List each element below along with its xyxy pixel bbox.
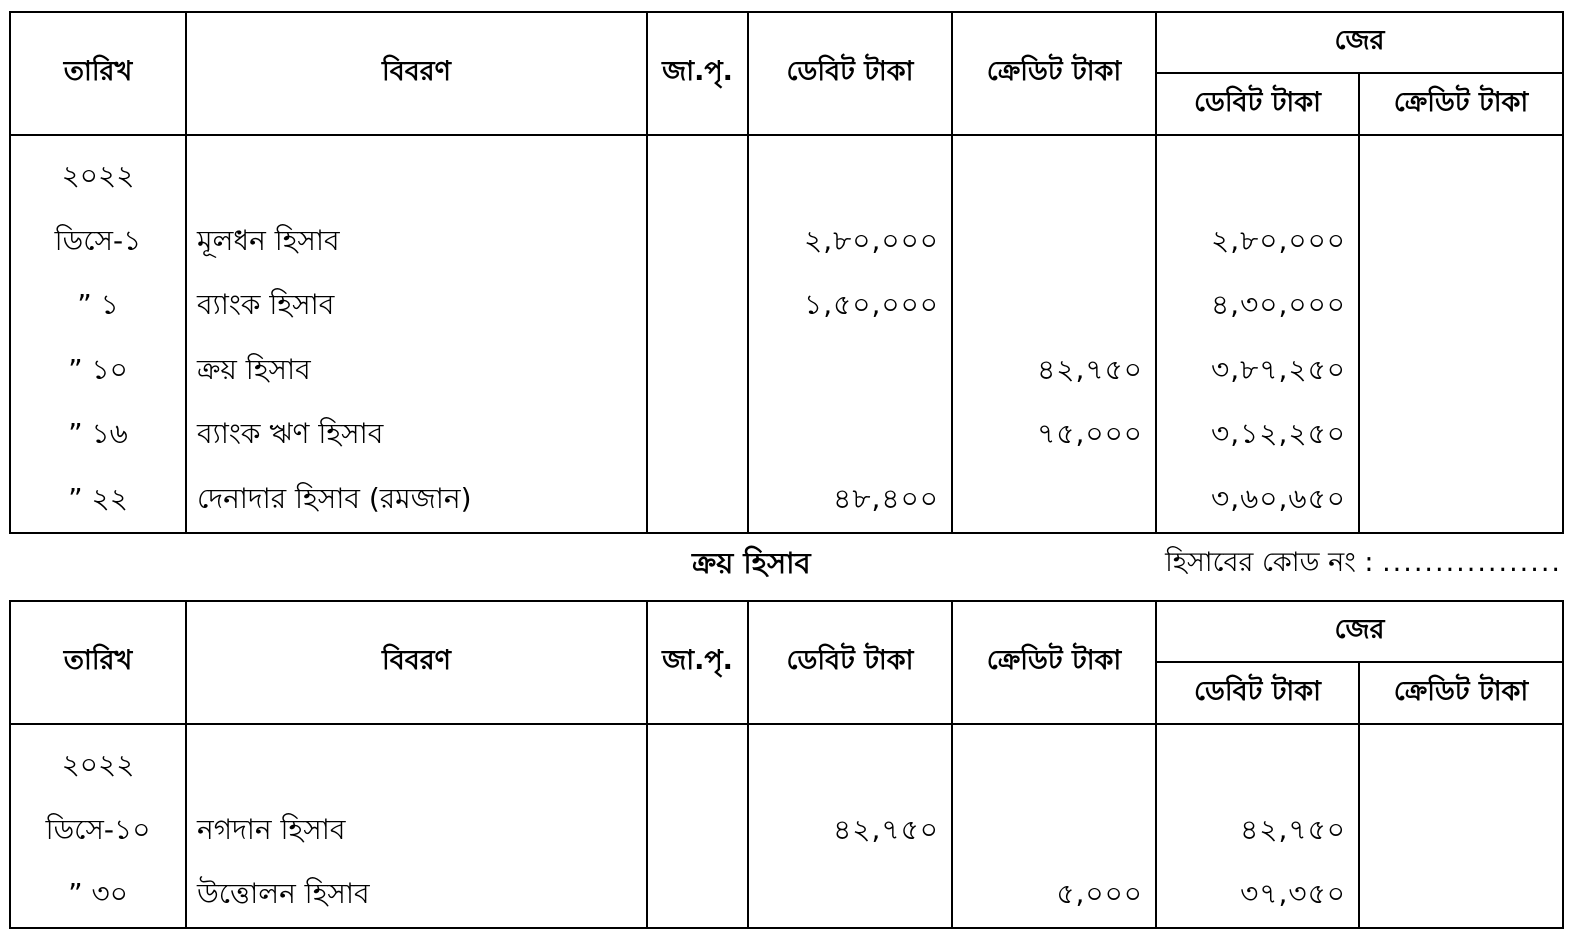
cell-credit: ৫,০০০ <box>1056 877 1143 911</box>
cell-bal-credit <box>1360 144 1562 209</box>
cell-date: ২০২২ <box>61 748 135 781</box>
header-balance-credit: ক্রেডিট টাকা <box>1359 73 1563 135</box>
account-code-label: হিসাবের কোড নং : <box>1165 547 1374 578</box>
cell-date: ” ১ <box>77 288 119 322</box>
cell-bal-debit: ৪,৩০,০০০ <box>1211 288 1346 322</box>
date-column <box>10 724 186 928</box>
cell-credit <box>953 798 1155 863</box>
cell-debit <box>749 733 951 798</box>
cell-credit: ৭৫,০০০ <box>1037 417 1143 451</box>
cell-debit: ১,৫০,০০০ <box>804 288 939 322</box>
balance-debit-column <box>1156 724 1359 928</box>
ledger-table-1 <box>9 11 1564 534</box>
cell-bal-debit: ৩,৬০,৬৫০ <box>1211 481 1346 515</box>
cell-desc <box>187 733 646 798</box>
cell-folio <box>648 144 747 209</box>
cell-folio <box>648 402 747 467</box>
cell-date: ২০২২ <box>61 159 135 192</box>
account-code <box>1165 540 1562 586</box>
balance-credit-column <box>1359 135 1563 533</box>
cell-debit <box>749 338 951 403</box>
cell-debit <box>749 144 951 209</box>
cell-date: ” ১০ <box>68 352 128 386</box>
header-balance: জের <box>1156 12 1563 73</box>
account-title: ক্রয় হিসাব <box>692 546 811 580</box>
header-balance-debit: ডেবিট টাকা <box>1156 662 1359 724</box>
balance-credit-column <box>1359 724 1563 928</box>
cell-folio <box>648 467 747 532</box>
header-balance-debit: ডেবিট টাকা <box>1156 73 1359 135</box>
header-credit: ক্রেডিট টাকা <box>952 12 1156 135</box>
cell-date: ” ৩০ <box>68 877 128 911</box>
cell-credit <box>953 733 1155 798</box>
header-folio: জা.পৃ. <box>647 601 748 724</box>
cell-desc: দেনাদার হিসাব (রমজান) <box>197 481 472 515</box>
account-title-bar <box>0 540 1590 586</box>
account-code-value: ................. <box>1382 547 1562 578</box>
header-credit: ক্রেডিট টাকা <box>952 601 1156 724</box>
credit-column <box>952 135 1156 533</box>
date-column <box>10 135 186 533</box>
cell-bal-credit <box>1360 862 1562 927</box>
ledger-table-2 <box>9 600 1564 929</box>
balance-debit-column <box>1156 135 1359 533</box>
cell-date: ডিসে-১ <box>54 223 142 257</box>
cell-date: ” ২২ <box>68 481 128 515</box>
cell-date: ” ১৬ <box>68 417 128 451</box>
cell-credit <box>953 467 1155 532</box>
cell-desc <box>187 144 646 209</box>
cell-bal-credit <box>1360 467 1562 532</box>
cell-desc: ব্যাংক ঋণ হিসাব <box>197 417 384 451</box>
cell-bal-credit <box>1360 338 1562 403</box>
cell-folio <box>648 209 747 274</box>
cell-date: ডিসে-১০ <box>45 812 151 846</box>
header-description: বিবরণ <box>186 12 647 135</box>
header-balance-credit: ক্রেডিট টাকা <box>1359 662 1563 724</box>
cell-bal-debit: ৩,৮৭,২৫০ <box>1211 352 1346 386</box>
cell-debit: ৪২,৭৫০ <box>833 812 939 846</box>
cell-credit: ৪২,৭৫০ <box>1037 352 1143 386</box>
cell-folio <box>648 338 747 403</box>
cell-bal-debit <box>1157 144 1358 209</box>
cell-bal-debit: ৩,১২,২৫০ <box>1211 417 1346 451</box>
cell-bal-credit <box>1360 209 1562 274</box>
credit-column <box>952 724 1156 928</box>
cell-debit <box>749 402 951 467</box>
cell-folio <box>648 273 747 338</box>
debit-column <box>748 135 952 533</box>
cell-folio <box>648 798 747 863</box>
cell-bal-debit <box>1157 733 1358 798</box>
cell-desc: ক্রয় হিসাব <box>197 352 311 386</box>
cell-bal-debit: ৩৭,৩৫০ <box>1240 877 1346 911</box>
description-column <box>186 135 647 533</box>
header-date: তারিখ <box>10 12 186 135</box>
header-date: তারিখ <box>10 601 186 724</box>
description-column <box>186 724 647 928</box>
cell-bal-credit <box>1360 273 1562 338</box>
cell-folio <box>648 862 747 927</box>
cell-credit <box>953 209 1155 274</box>
folio-column <box>647 135 748 533</box>
cell-bal-credit <box>1360 402 1562 467</box>
header-debit: ডেবিট টাকা <box>748 601 952 724</box>
cell-desc: ব্যাংক হিসাব <box>197 288 335 322</box>
cell-folio <box>648 733 747 798</box>
cell-desc: মূলধন হিসাব <box>197 223 340 257</box>
header-folio: জা.পৃ. <box>647 12 748 135</box>
cell-desc: উত্তোলন হিসাব <box>197 877 370 911</box>
cell-debit: ৪৮,৪০০ <box>833 481 939 515</box>
cell-bal-credit <box>1360 733 1562 798</box>
cell-debit: ২,৮০,০০০ <box>804 223 939 257</box>
cell-bal-credit <box>1360 798 1562 863</box>
debit-column <box>748 724 952 928</box>
cell-debit <box>749 862 951 927</box>
cell-bal-debit: ২,৮০,০০০ <box>1211 223 1346 257</box>
header-description: বিবরণ <box>186 601 647 724</box>
header-balance: জের <box>1156 601 1563 662</box>
folio-column <box>647 724 748 928</box>
cell-desc: নগদান হিসাব <box>197 812 346 846</box>
header-debit: ডেবিট টাকা <box>748 12 952 135</box>
cell-bal-debit: ৪২,৭৫০ <box>1240 812 1346 846</box>
cell-credit <box>953 144 1155 209</box>
cell-credit <box>953 273 1155 338</box>
